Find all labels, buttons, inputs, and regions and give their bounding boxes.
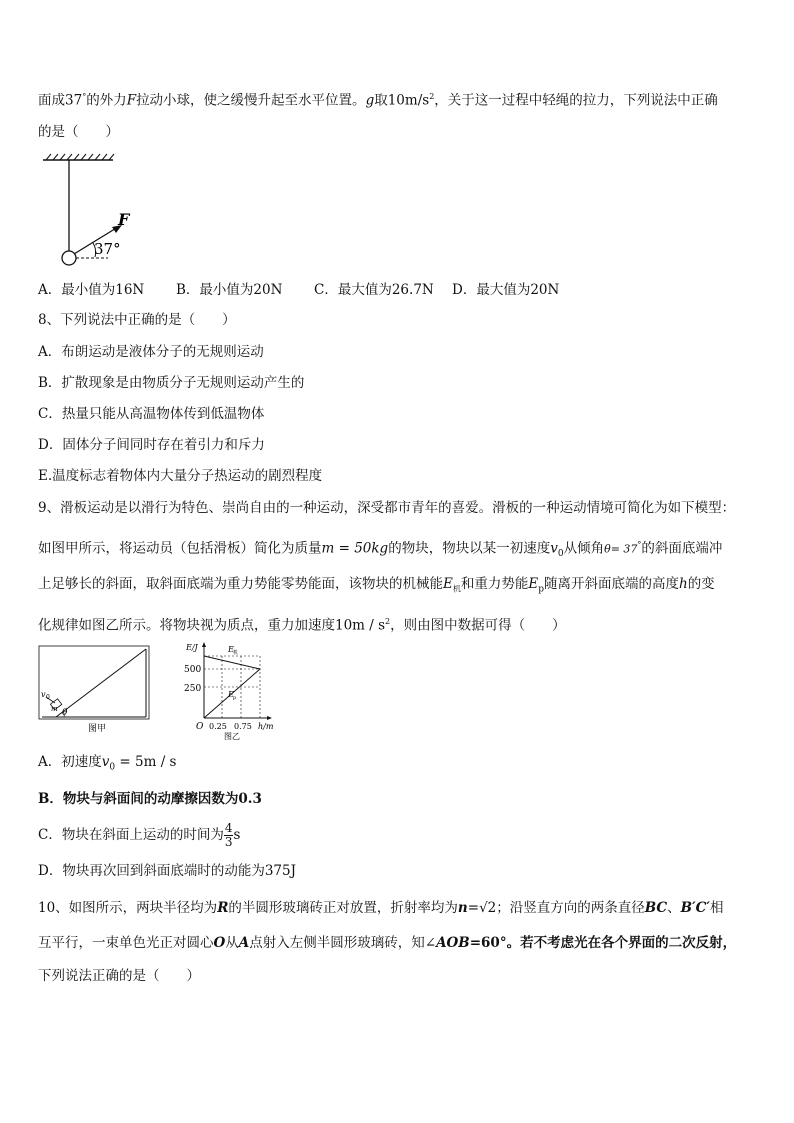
q7-option-c[interactable]: C．最大值为26.7N [314, 282, 434, 298]
svg-text:0.75: 0.75 [234, 722, 252, 731]
q7-option-a[interactable]: A．最小值为16N [38, 282, 145, 298]
svg-text:v: v [41, 690, 46, 699]
svg-text:h/m: h/m [258, 722, 274, 731]
q7-stem-line1: 面成37°的外力F拉动小球，使之缓慢升起至水平位置。g取$10m/s^2$，关于这一过程中轻绳的拉力，下列说法中正确 [38, 92, 718, 109]
angle-label: 37° [94, 240, 121, 258]
q8-option-c[interactable]: C．热量只能从高温物体传到低温物体 [38, 406, 265, 422]
q8-stem: 8、下列说法中正确的是（ ） [38, 312, 236, 328]
svg-text:0: 0 [46, 694, 50, 701]
q8-option-a[interactable]: A．布朗运动是液体分子的无规则运动 [38, 344, 264, 360]
q7-option-b[interactable]: B．最小值为20N [176, 282, 283, 298]
figure-jia-caption: 图甲 [88, 724, 107, 734]
q10-stem-line1: 10、如图所示，两块半径均为R的半圆形玻璃砖正对放置，折射率均为n=√2；沿竖直方向的两条直径BC、B′C′相 [38, 900, 724, 916]
svg-text:E: E [228, 645, 234, 654]
q10-stem-line3: 下列说法正确的是（ ） [38, 968, 200, 984]
q9-figure-jia [38, 645, 150, 737]
svg-text:500: 500 [184, 665, 202, 675]
q9-option-b[interactable]: B．物块与斜面间的动摩擦因数为0.3 [38, 791, 262, 807]
svg-text:O: O [196, 722, 204, 732]
svg-text:θ: θ [62, 708, 68, 718]
q8-option-d[interactable]: D．固体分子间同时存在着引力和斥力 [38, 437, 265, 453]
svg-text:p: p [233, 695, 237, 701]
svg-text:机: 机 [233, 650, 239, 656]
svg-text:E/J: E/J [186, 643, 198, 652]
figure-yi-caption: 图乙 [224, 732, 240, 741]
svg-text:0.25: 0.25 [209, 722, 227, 731]
q9-option-d[interactable]: D．物块再次回到斜面底端时的动能为375J [38, 863, 297, 879]
q9-option-c[interactable]: C．物块在斜面上运动的时间为 $\frac{4}{3}$ s [38, 821, 241, 849]
q10-stem-line2: 互平行，一束单色光正对圆心O从A点射入左侧半圆形玻璃砖，知∠AOB=60°。若不考虑光在各个界面的二次反射， [38, 935, 737, 951]
force-label: F [118, 210, 130, 229]
q9-stem-line4: 化规律如图乙所示。将物块视为质点，重力加速度$10m / s^2$，则由图中数据可得（ ） [38, 617, 566, 634]
q9-figure-yi [176, 640, 278, 742]
q7-option-d[interactable]: D．最大值为20N [452, 282, 560, 298]
q7-pendulum-figure [38, 150, 148, 272]
q8-option-b[interactable]: B．扩散现象是由物质分子无规则运动产生的 [38, 375, 305, 391]
q9-option-a[interactable]: A．初速度$v_0 = 5m / s$ [38, 754, 177, 773]
q9-stem-line1: 9、滑板运动是以滑行为特色、崇尚自由的一种运动，深受都市青年的喜爱。滑板的一种运动情境可简化为如下模型： [38, 500, 736, 516]
svg-text:m: m [51, 705, 58, 713]
svg-text:E: E [228, 690, 234, 699]
q8-option-e[interactable]: E.温度标志着物体内大量分子热运动的剧烈程度 [38, 468, 323, 484]
q9-stem-line3: 上足够长的斜面，取斜面底端为重力势能零势能面，该物块的机械能$E_机$和重力势能$E_p$随离开斜面底端的高度h的变 [38, 576, 715, 595]
q9-stem-line2: 如图甲所示，将运动员（包括滑板）简化为质量m = 50kg的物块，物块以某一初速度$v_0$从倾角θ= 37°的斜面底端冲 [38, 540, 723, 560]
svg-text:250: 250 [184, 684, 202, 694]
q7-stem-line2: 的是（ ） [38, 124, 119, 140]
